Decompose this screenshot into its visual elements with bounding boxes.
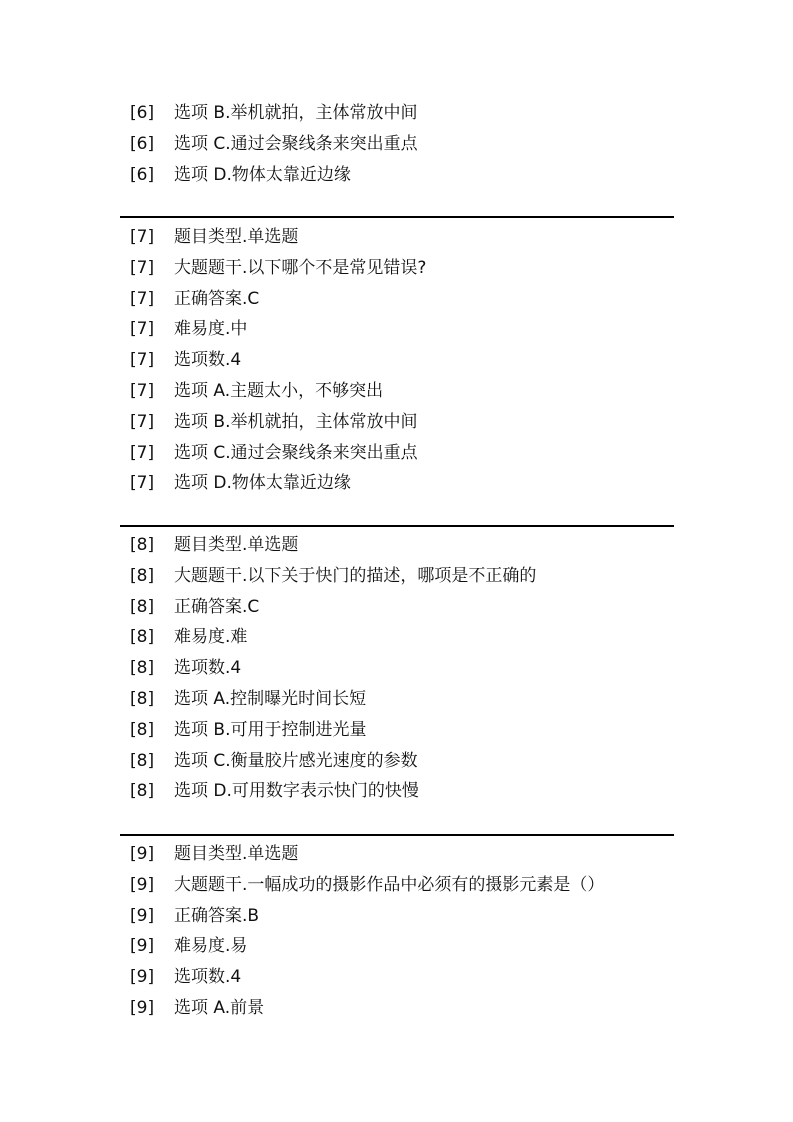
list-item xyxy=(0,472,793,503)
list-item xyxy=(0,596,793,627)
row-text: 选项 A.控制曝光时间长短 xyxy=(174,689,367,709)
row-number: [8] xyxy=(130,535,155,555)
list-item xyxy=(0,905,793,936)
list-item xyxy=(0,133,793,164)
row-text: 题目类型.单选题 xyxy=(174,844,299,864)
row-text: 选项 D.物体太靠近边缘 xyxy=(174,165,351,185)
row-text: 选项 A.前景 xyxy=(174,998,265,1018)
row-text: 选项 C.衡量胶片感光速度的参数 xyxy=(174,751,418,771)
row-number: [9] xyxy=(130,998,155,1018)
row-number: [8] xyxy=(130,658,155,678)
section-divider xyxy=(120,834,674,836)
list-item xyxy=(0,411,793,442)
row-text: 选项 D.可用数字表示快门的快慢 xyxy=(174,781,419,801)
row-number: [8] xyxy=(130,597,155,617)
row-number: [8] xyxy=(130,781,155,801)
list-item xyxy=(0,688,793,719)
list-item xyxy=(0,257,793,288)
row-text: 选项数.4 xyxy=(174,658,242,678)
row-text: 正确答案.C xyxy=(174,289,260,309)
row-number: [9] xyxy=(130,875,155,895)
row-number: [7] xyxy=(130,350,155,370)
section-divider xyxy=(120,525,674,527)
row-number: [6] xyxy=(130,165,155,185)
list-item xyxy=(0,226,793,257)
row-number: [9] xyxy=(130,967,155,987)
row-number: [6] xyxy=(130,103,155,123)
row-text: 大题题干.以下哪个不是常见错误? xyxy=(174,258,427,278)
row-number: [8] xyxy=(130,751,155,771)
row-number: [9] xyxy=(130,844,155,864)
row-number: [7] xyxy=(130,381,155,401)
row-number: [6] xyxy=(130,134,155,154)
list-item xyxy=(0,874,793,905)
row-text: 难易度.中 xyxy=(174,319,248,339)
list-item xyxy=(0,626,793,657)
list-item xyxy=(0,657,793,688)
list-item xyxy=(0,102,793,133)
row-text: 题目类型.单选题 xyxy=(174,535,299,555)
row-text: 选项 B.举机就拍，主体常放中间 xyxy=(174,103,418,123)
row-number: [8] xyxy=(130,720,155,740)
list-item xyxy=(0,288,793,319)
list-item xyxy=(0,442,793,473)
row-text: 题目类型.单选题 xyxy=(174,227,299,247)
list-item xyxy=(0,349,793,380)
row-number: [7] xyxy=(130,258,155,278)
list-item xyxy=(0,843,793,874)
row-text: 难易度.易 xyxy=(174,936,248,956)
row-number: [7] xyxy=(130,412,155,432)
row-number: [7] xyxy=(130,319,155,339)
row-number: [7] xyxy=(130,443,155,463)
row-text: 大题题干.一幅成功的摄影作品中必须有的摄影元素是（） xyxy=(174,875,605,895)
list-item xyxy=(0,318,793,349)
list-item xyxy=(0,719,793,750)
row-number: [9] xyxy=(130,906,155,926)
row-text: 选项 A.主题太小，不够突出 xyxy=(174,381,384,401)
list-item xyxy=(0,935,793,966)
row-number: [7] xyxy=(130,227,155,247)
row-number: [9] xyxy=(130,936,155,956)
list-item xyxy=(0,164,793,195)
list-item xyxy=(0,534,793,565)
row-text: 难易度.难 xyxy=(174,627,248,647)
list-item xyxy=(0,780,793,811)
row-text: 大题题干.以下关于快门的描述，哪项是不正确的 xyxy=(174,566,537,586)
row-text: 选项 D.物体太靠近边缘 xyxy=(174,473,351,493)
row-text: 正确答案.B xyxy=(174,906,260,926)
row-text: 选项 C.通过会聚线条来突出重点 xyxy=(174,443,418,463)
row-text: 选项 B.可用于控制进光量 xyxy=(174,720,367,740)
list-item xyxy=(0,966,793,997)
row-number: [7] xyxy=(130,289,155,309)
list-item xyxy=(0,997,793,1028)
section-divider xyxy=(120,216,674,218)
list-item xyxy=(0,565,793,596)
row-number: [7] xyxy=(130,473,155,493)
list-item xyxy=(0,750,793,781)
row-number: [8] xyxy=(130,627,155,647)
row-text: 选项 B.举机就拍，主体常放中间 xyxy=(174,412,418,432)
row-number: [8] xyxy=(130,689,155,709)
row-text: 正确答案.C xyxy=(174,597,260,617)
row-text: 选项数.4 xyxy=(174,350,242,370)
row-number: [8] xyxy=(130,566,155,586)
list-item xyxy=(0,380,793,411)
row-text: 选项数.4 xyxy=(174,967,242,987)
row-text: 选项 C.通过会聚线条来突出重点 xyxy=(174,134,418,154)
